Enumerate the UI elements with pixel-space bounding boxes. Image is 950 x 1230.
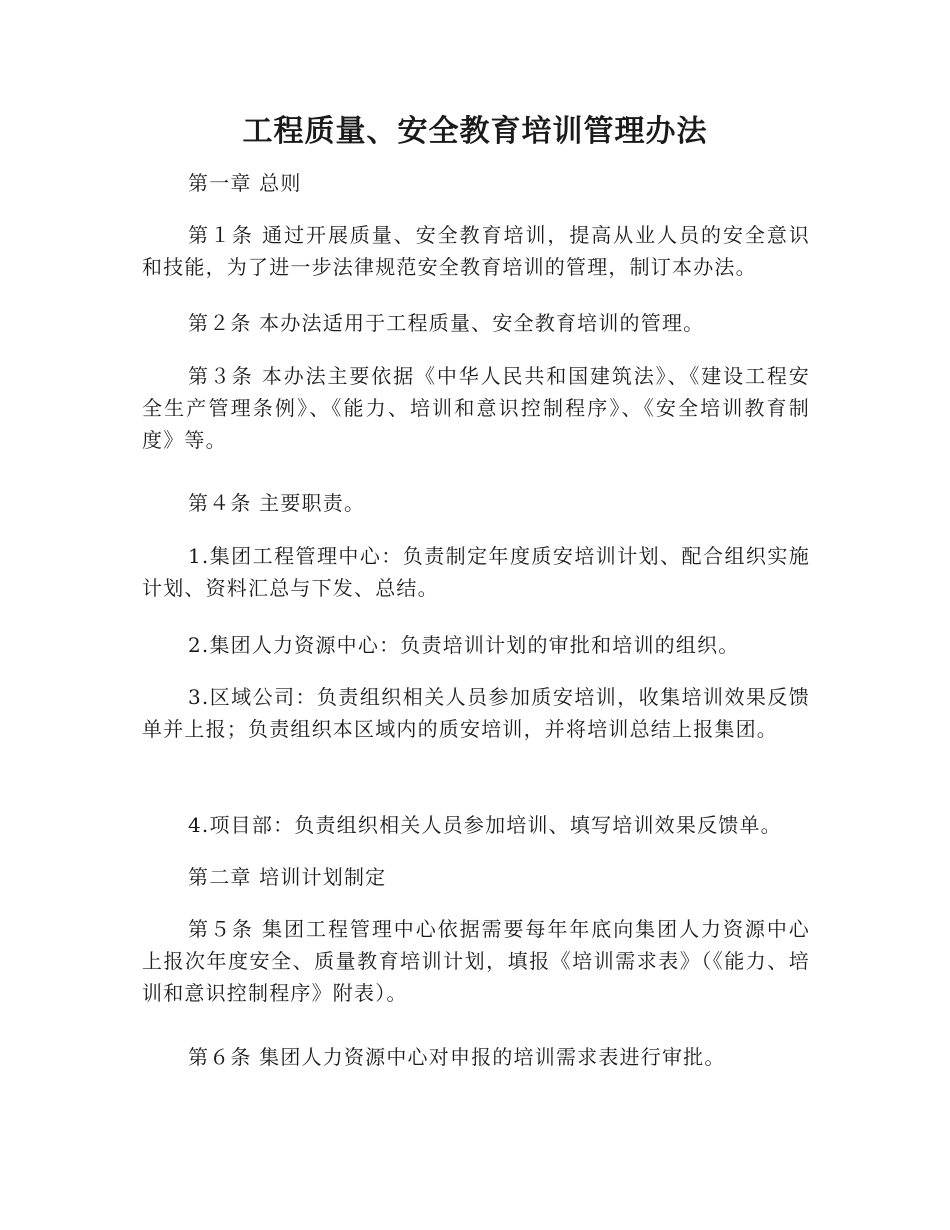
article-2: 第２条 本办法适用于工程质量、安全教育培训的管理。 (188, 311, 705, 335)
article-3: 第３条 本办法主要依据《中华人民共和国建筑法》、《建设工程安全生产管理条例》、《能力、培训和意识控制程序》、《安全培训教育制度》等。 (142, 364, 810, 452)
chapter-2-heading: 第二章 培训计划制定 (188, 865, 387, 889)
article-4: 第４条 主要职责。 (188, 491, 366, 515)
duty-item-3: 3.区域公司：负责组织相关人员参加质安培训，收集培训效果反馈单并上报；负责组织本区域内的质安培训，并将培训总结上报集团。 (142, 685, 810, 741)
document-title: 工程质量、安全教育培训管理办法 (242, 114, 708, 149)
duty-item-4: 4.项目部：负责组织相关人员参加培训、填写培训效果反馈单。 (188, 813, 782, 837)
chapter-1-heading: 第一章 总则 (188, 171, 302, 195)
duty-item-1: 1.集团工程管理中心：负责制定年度质安培训计划、配合组织实施计划、资料汇总与下发、总结。 (142, 544, 810, 600)
article-6: 第６条 集团人力资源中心对申报的培训需求表进行审批。 (188, 1045, 726, 1069)
article-1: 第１条 通过开展质量、安全教育培训，提高从业人员的安全意识和技能，为了进一步法律规范安全教育培训的管理，制订本办法。 (142, 223, 810, 279)
article-5: 第５条 集团工程管理中心依据需要每年年底向集团人力资源中心上报次年度安全、质量教育培训计划，填报《培训需求表》（《能力、培训和意识控制程序》附表）。 (142, 917, 810, 1005)
duty-item-2: 2.集团人力资源中心：负责培训计划的审批和培训的组织。 (188, 633, 740, 657)
